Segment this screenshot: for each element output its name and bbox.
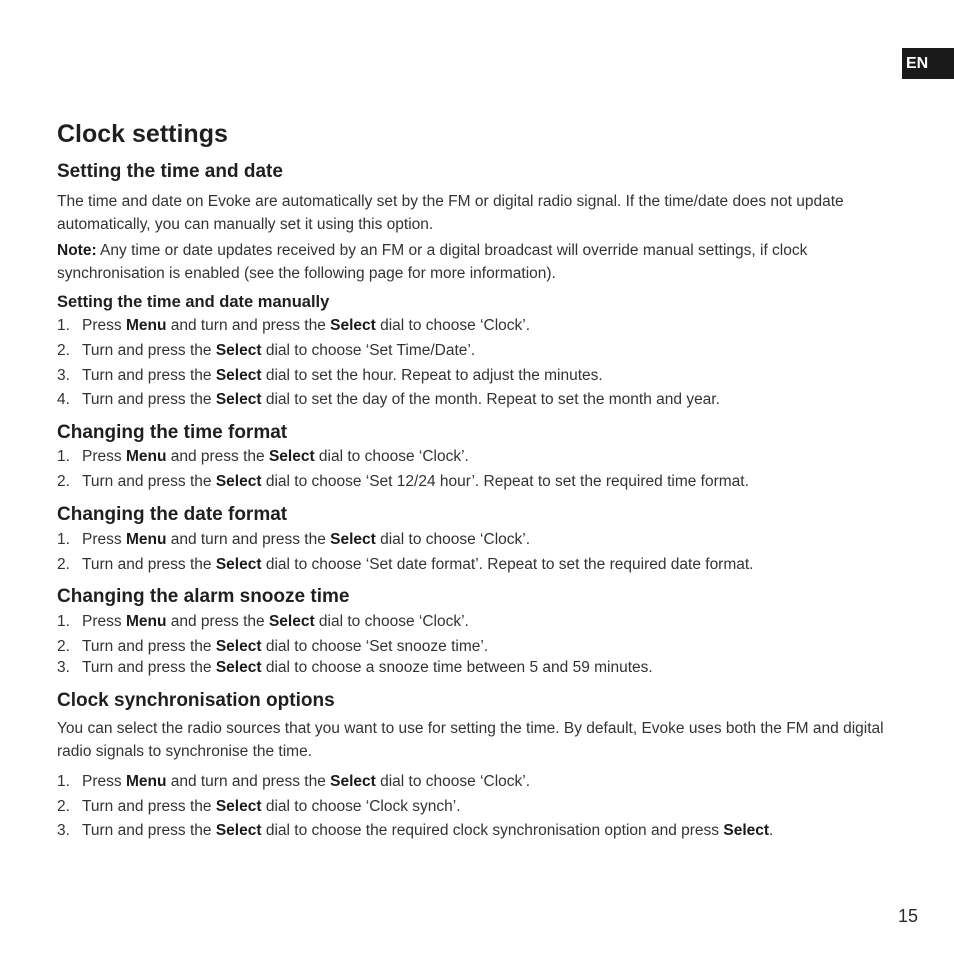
list-item: 2. Turn and press the Select dial to choose ‘Set 12/24 hour’. Repeat to set the required time format. [57,473,749,490]
page-number: 15 [898,906,919,926]
list-item: 2. Turn and press the Select dial to choose ‘Set Time/Date’. [57,342,476,359]
list-item: 1. Press Menu and turn and press the Select dial to choose ‘Clock’. [57,317,531,334]
list-item: 1. Press Menu and press the Select dial to choose ‘Clock’. [57,448,469,465]
subheading-manual: Setting the time and date manually [57,293,330,311]
section-heading-time-format: Changing the time format [57,422,288,443]
section-heading-snooze: Changing the alarm snooze time [57,586,350,607]
section-heading-date-format: Changing the date format [57,504,288,525]
paragraph-note [57,239,897,285]
list-item: 3. Turn and press the Select dial to choose the required clock synchronisation option and press Select. [57,822,774,839]
list-item: 2. Turn and press the Select dial to choose ‘Clock synch’. [57,798,461,815]
list-item: 2. Turn and press the Select dial to choose ‘Set snooze time’. [57,638,489,655]
list-item: 2. Turn and press the Select dial to choose ‘Set date format’. Repeat to set the required date format. [57,556,754,573]
list-item: 1. Press Menu and turn and press the Select dial to choose ‘Clock’. [57,773,531,790]
list-item: 3. Turn and press the Select dial to set the hour. Repeat to adjust the minutes. [57,367,603,384]
paragraph-sync: You can select the radio sources that you want to use for setting the time. By default, Evoke uses both the FM and digital radio signals to synchronise the time. [57,720,884,760]
list-item: 1. Press Menu and press the Select dial to choose ‘Clock’. [57,613,469,630]
section-heading-time-date: Setting the time and date [57,161,283,182]
section-heading-sync: Clock synchronisation options [57,690,335,711]
page-title: Clock settings [57,120,228,148]
note-text: Any time or date updates received by an FM or a digital broadcast will override manual settings, if clock synchronisation is enabled (see the following page for more information). [57,242,808,282]
list-item: 3. Turn and press the Select dial to choose a snooze time between 5 and 59 minutes. [57,659,653,676]
list-item: 4. Turn and press the Select dial to set the day of the month. Repeat to set the month and year. [57,391,720,408]
note-label: Note: [57,242,97,259]
list-item: 1. Press Menu and turn and press the Select dial to choose ‘Clock’. [57,531,531,548]
paragraph-intro: The time and date on Evoke are automatically set by the FM or digital radio signal. If the time/date does not update automatically, you can manually set it using this option. [57,193,844,233]
language-tab: EN [902,48,954,79]
